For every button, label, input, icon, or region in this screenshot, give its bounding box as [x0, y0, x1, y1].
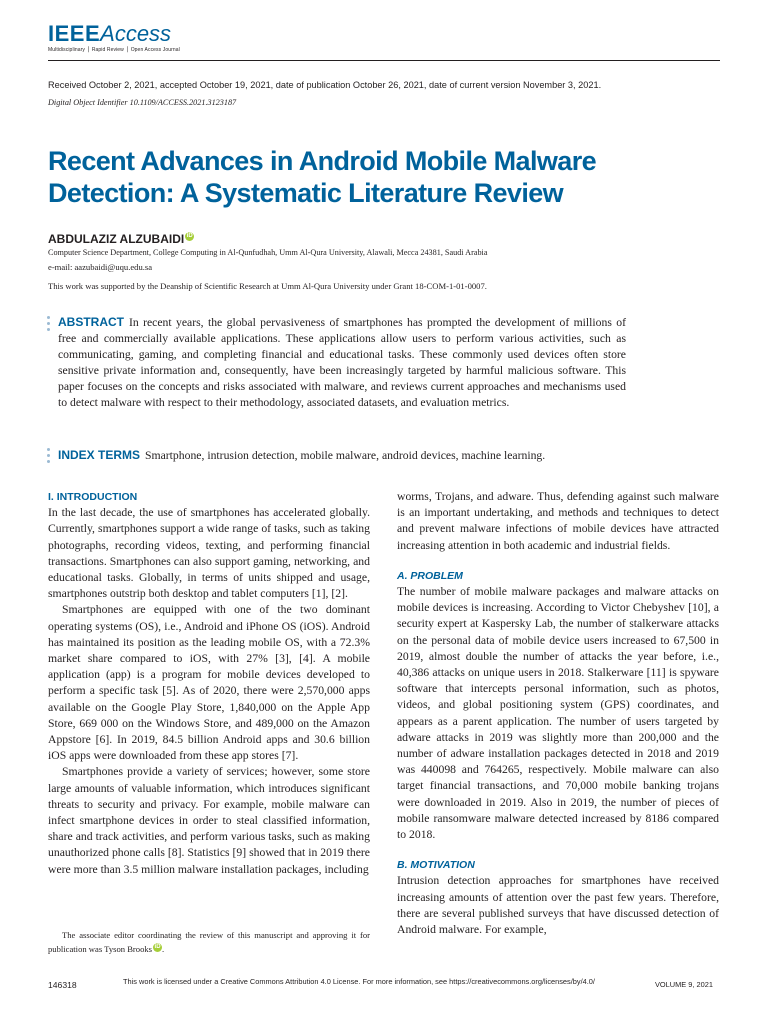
- index-terms: [58, 447, 658, 464]
- page-number: 146318: [48, 980, 77, 990]
- paragraph: Smartphones provide a variety of services; however, some store large amounts of valuable information, which introduces significant threats to security and privacy. For example, mobile malware can infect smartphone devices in order to steal classified information, share and track activities, and perform various tasks, such as making unauthorized phone calls [8]. Statistics [9] showed that in 2019 there were more than 3.5 million malware installation packages, including: [48, 765, 370, 876]
- section-heading-introduction: I. INTRODUCTION: [48, 491, 138, 503]
- paragraph: In the last decade, the use of smartphones has accelerated globally. Currently, smartphones support a wide range of tasks, such as taking photographs, recording videos, texting, and performing financial transactions. Smartphones can also support gaming, networking, and educational tasks. Globally, in terms of units shipped and usage, smartphones outstrip both desktop and tablet computers [1], [2].: [48, 506, 370, 601]
- author-email: e-mail: aazubaidi@uqu.edu.sa: [48, 262, 153, 272]
- abstract-text: In recent years, the global pervasiveness of smartphones has prompted the development of millions of free and commercially available applications. These applications allow users to perform various activities, such as communicating, gaming, and completing financial and educational tasks. These commonly used devices often store sensitive private information and, consequently, have been increasingly targeted by harmful malicious software. This paper focuses on the concepts and risks associated with malware, and reviews current approaches and mechanisms used to detect malware with respect to their methodology, associated datasets, and evaluation metrics.: [58, 316, 626, 410]
- header-rule: [48, 60, 720, 61]
- abstract-dots-icon: [47, 316, 51, 334]
- orcid-icon[interactable]: iD: [154, 943, 161, 950]
- paragraph: Intrusion detection approaches for smartphones have received increasing amounts of attention over the past few years. Therefore, there are several published surveys that have discussed detection of Android malware. For example,: [397, 874, 719, 937]
- funding-note: This work was supported by the Deanship of Scientific Research at Umm Al-Qura University under Grant 18-COM-1-01-0007.: [48, 281, 487, 291]
- logo-ieee: IEEE: [48, 21, 101, 46]
- doi-line: Digital Object Identifier 10.1109/ACCESS.2021.3123187: [48, 98, 237, 107]
- subsection-heading-motivation: B. MOTIVATION: [397, 859, 475, 872]
- paragraph: worms, Trojans, and adware. Thus, defending against such malware is an important undertaking, and methods and techniques to detect and prevent malware infections of mobile devices have attracted increasing attention in both academic and industrial fields.: [397, 490, 719, 552]
- author-affiliation: Computer Science Department, College Computing in Al-Qunfudhah, Umm Al-Qura University, Alawali, Mecca 24381, Saudi Arabia: [48, 248, 488, 257]
- subsection-heading-problem: A. PROBLEM: [397, 569, 463, 582]
- author-name: ABDULAZIZ ALZUBAIDI: [48, 232, 185, 246]
- paragraph: Smartphones are equipped with one of the two dominant operating systems (OS), i.e., Android and iPhone OS (iOS). Android has maintained its position as the leading mobile OS, with a 72.3% market share compared to iOS, with 27% [3], [4]. A mobile application (app) is a program for mobile devices developed to perform a specific task [5]. As of 2020, there were 2,570,000 apps available on the Google Play Store, 1,840,000 on the Apple App Store, 669 000 on the Windows Store, and 489,000 on the Amazon Appstore [6]. In 2019, 84.5 billion Android apps and 30.6 billion iOS apps were downloaded from these app stores [7].: [48, 603, 370, 763]
- abstract: [58, 314, 626, 412]
- editor-footnote: The associate editor coordinating the review of this manuscript and approving it for publication was Tyson Brooks iD .: [48, 930, 370, 954]
- author-line: [48, 232, 194, 246]
- license-note: This work is licensed under a Creative Commons Attribution 4.0 License. For more information, see https://creativecommons.org/licenses/by/4.0/: [123, 977, 595, 986]
- received-dates: Received October 2, 2021, accepted October 19, 2021, date of publication October 26, 2021, date of current version November 3, 2021.: [48, 80, 602, 90]
- index-terms-label: INDEX TERMS: [58, 448, 141, 462]
- volume-label: VOLUME 9, 2021: [655, 980, 713, 989]
- logo-tagline: Multidisciplinary ⎪ Rapid Review ⎪ Open Access Journal: [48, 47, 180, 53]
- paper-title: Recent Advances in Android Mobile Malware Detection: A Systematic Literature Review: [48, 146, 597, 208]
- left-column: [48, 489, 370, 878]
- logo-access: Access: [100, 21, 172, 46]
- right-column: [397, 489, 719, 938]
- index-terms-text: Smartphone, intrusion detection, mobile malware, android devices, machine learning.: [145, 449, 546, 462]
- journal-logo: [48, 22, 180, 53]
- index-terms-dots-icon: [47, 448, 51, 466]
- orcid-icon[interactable]: iD: [186, 233, 193, 239]
- footnote-text: The associate editor coordinating the review of this manuscript and approving it for publication was Tyson Brooks: [48, 930, 370, 954]
- paragraph: The number of mobile malware packages and malware attacks on mobile devices is increasing. According to Victor Chebyshev [10], a security expert at Kaspersky Lab, the number of stalkerware attacks on the personal data of mobile device users increased to 67,500 in 2019, almost double the number of attacks the year before, i.e., 40,386 attacks on unique users in 2018. Stalkerware [11] is spyware software that intercepts personal information, such as photos, videos, and global positioning system (GPS) coordinates, and appears as a parent application. The number of users targeted by adware attacks in 2019 was slightly more than 200,000 and the number of adware installation packages detected in 2018 and 2019 was 440098 and 764265, respectively. Mobile malware can also target financial transactions, and 70,000 mobile banking trojans were downloaded in 2019. Also in 2019, the number of pieces of mobile ransomware malware detected increased by 8186 compared to 2018.: [397, 585, 719, 842]
- abstract-label: ABSTRACT: [58, 315, 124, 329]
